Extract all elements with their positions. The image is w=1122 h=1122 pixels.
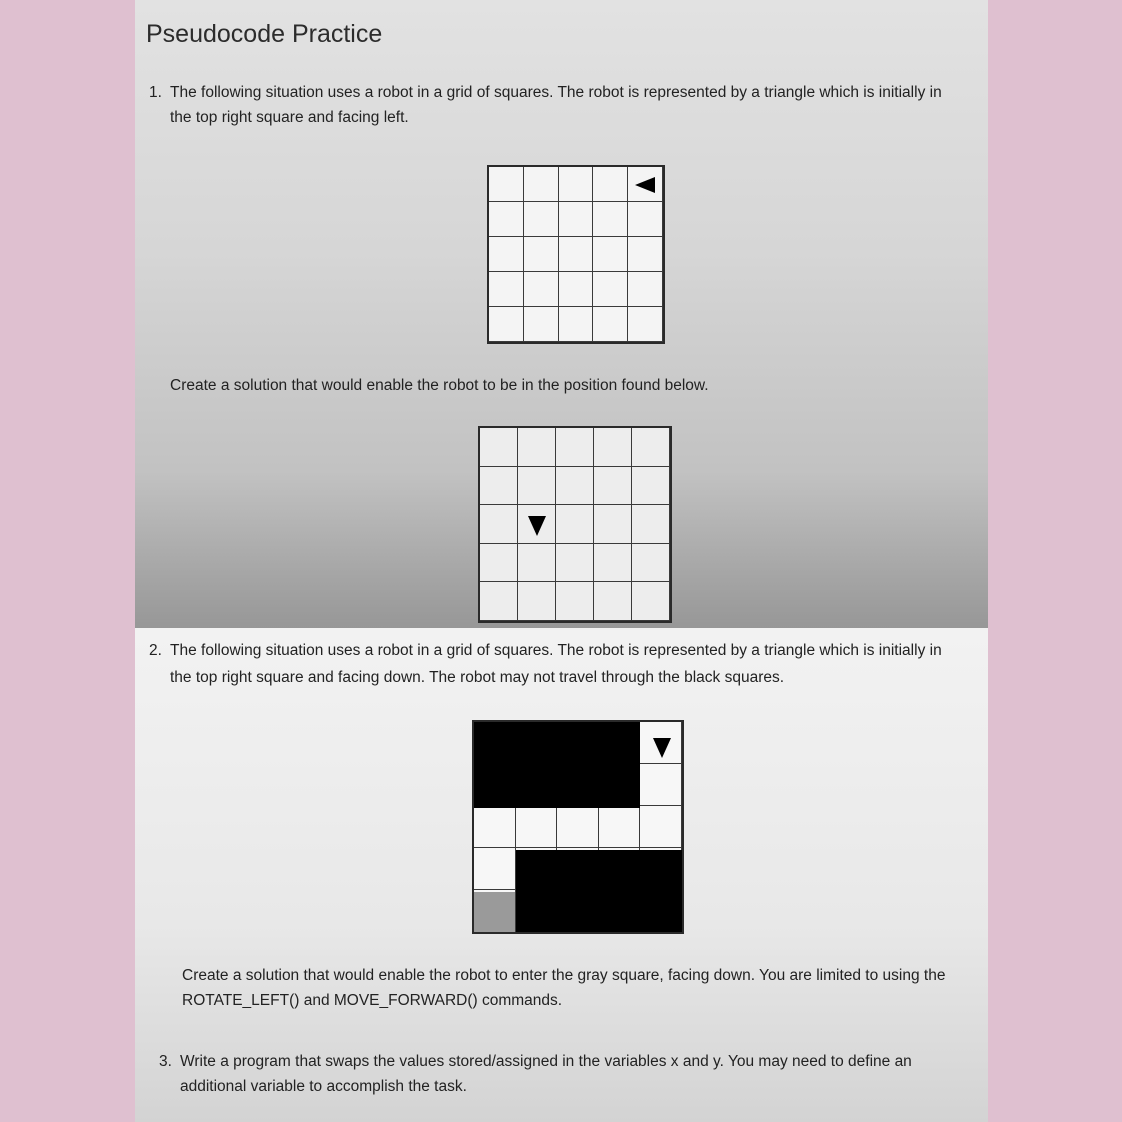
grid-square bbox=[516, 806, 558, 848]
grid-square bbox=[594, 467, 632, 506]
grid-square bbox=[559, 237, 594, 272]
grid-square bbox=[640, 806, 682, 848]
q1-target-grid bbox=[478, 426, 672, 623]
grid-square bbox=[628, 237, 663, 272]
q3-text-line1: Write a program that swaps the values stored/assigned in the variables x and y. You may need to define an bbox=[180, 1053, 912, 1070]
grid-square bbox=[489, 272, 524, 307]
grid-square bbox=[474, 848, 516, 890]
grid-square bbox=[594, 505, 632, 544]
grid-square bbox=[594, 544, 632, 583]
grid-square bbox=[593, 237, 628, 272]
grid-square bbox=[594, 428, 632, 467]
grid-square bbox=[593, 307, 628, 342]
grid-square bbox=[628, 202, 663, 237]
robot-triangle-facing-down-icon bbox=[528, 516, 546, 536]
grid-square bbox=[489, 202, 524, 237]
grid-square bbox=[474, 806, 516, 848]
grid-square bbox=[628, 307, 663, 342]
grid-square bbox=[628, 272, 663, 307]
worksheet-page bbox=[135, 0, 988, 1122]
grid-square bbox=[593, 202, 628, 237]
grid-square bbox=[524, 307, 559, 342]
grid-square bbox=[556, 582, 594, 621]
black-squares-top bbox=[474, 722, 640, 808]
grid-square bbox=[557, 806, 599, 848]
q2-text-line2: the top right square and facing down. The robot may not travel through the black squares. bbox=[170, 669, 785, 686]
robot-triangle-facing-down-icon bbox=[653, 738, 671, 758]
grid-square bbox=[524, 237, 559, 272]
grid-square bbox=[559, 202, 594, 237]
q2-text-line1: The following situation uses a robot in a grid of squares. The robot is represented by a triangle which is initially in bbox=[170, 642, 942, 659]
grid-square bbox=[480, 544, 518, 583]
grid-square bbox=[489, 167, 524, 202]
black-squares-bottom bbox=[516, 850, 682, 932]
grid-square bbox=[593, 167, 628, 202]
grid-square bbox=[559, 307, 594, 342]
grid-square bbox=[480, 467, 518, 506]
grid-square bbox=[524, 167, 559, 202]
grid-square bbox=[594, 582, 632, 621]
q1-text-line2: the top right square and facing left. bbox=[170, 109, 409, 126]
q2-instruction-line2: ROTATE_LEFT() and MOVE_FORWARD() commands. bbox=[182, 992, 563, 1009]
grid-square bbox=[556, 428, 594, 467]
grid-square bbox=[632, 467, 670, 506]
grid-square bbox=[556, 544, 594, 583]
q3-text-line2: additional variable to accomplish the task. bbox=[180, 1078, 467, 1095]
q1-text-line1: The following situation uses a robot in a grid of squares. The robot is represented by a triangle which is initially in bbox=[170, 84, 942, 101]
grid-square bbox=[524, 202, 559, 237]
q2-maze-grid bbox=[472, 720, 684, 934]
grid-square bbox=[559, 272, 594, 307]
q2-number: 2. bbox=[149, 642, 162, 659]
gray-target-square bbox=[474, 892, 515, 932]
grid-square bbox=[524, 272, 559, 307]
grid-square bbox=[518, 544, 556, 583]
q1-number: 1. bbox=[149, 84, 162, 101]
grid-square bbox=[489, 237, 524, 272]
grid-square bbox=[518, 428, 556, 467]
grid-square bbox=[489, 307, 524, 342]
page-title: Pseudocode Practice bbox=[146, 20, 383, 48]
grid-square bbox=[632, 428, 670, 467]
grid-square bbox=[556, 467, 594, 506]
grid-square bbox=[518, 582, 556, 621]
grid-square bbox=[559, 167, 594, 202]
grid-square bbox=[518, 467, 556, 506]
grid-square bbox=[480, 505, 518, 544]
grid-square bbox=[593, 272, 628, 307]
grid-square bbox=[599, 806, 641, 848]
q1-instruction: Create a solution that would enable the robot to be in the position found below. bbox=[170, 377, 709, 394]
q3-number: 3. bbox=[159, 1053, 172, 1070]
robot-triangle-facing-left-icon bbox=[635, 177, 655, 193]
grid-square bbox=[556, 505, 594, 544]
grid-square bbox=[480, 428, 518, 467]
q2-instruction-line1: Create a solution that would enable the robot to enter the gray square, facing down. You are limited to using the bbox=[182, 967, 946, 984]
grid-square bbox=[632, 582, 670, 621]
q1-start-grid bbox=[487, 165, 665, 344]
grid-square bbox=[640, 764, 682, 806]
grid-square bbox=[480, 582, 518, 621]
grid-square bbox=[632, 544, 670, 583]
grid-square bbox=[632, 505, 670, 544]
